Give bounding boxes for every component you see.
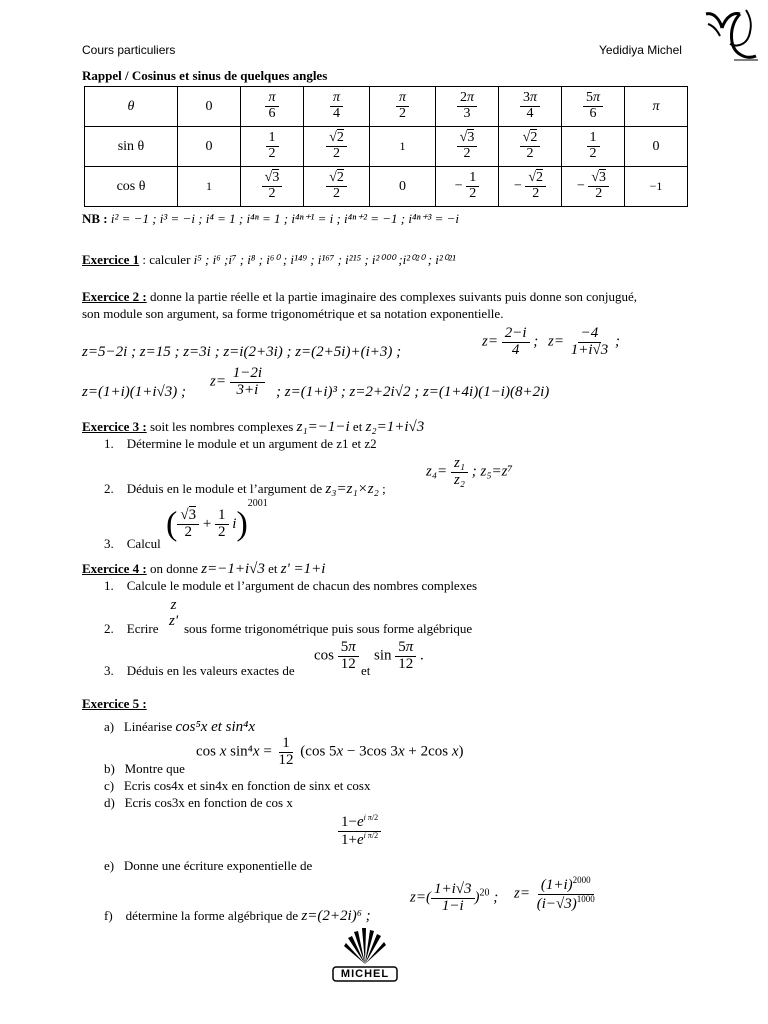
ex3-z4: z₄= $\frac{\text{z₁}}{\text{z₂}}$ ; z₅=z⁷ [426,455,513,488]
ex2-title: Exercice 2 : [82,289,147,304]
ex5-eq-b: cos x sin⁴x = $\frac{1}{12}$ (cos 5x − 3cos 3x + 2cos x) [196,735,464,768]
cell-cos-label: cos θ [85,167,178,207]
cell: 0 [370,167,436,207]
nb-text: i² = −1 ; i³ = −i ; i⁴ = 1 ; i⁴ⁿ = 1 ; i⁴ⁿ⁺¹ = i ; i⁴ⁿ⁺² = −1 ; i⁴ⁿ⁺³ = −i [110,211,460,226]
cell: − $\frac{√3}{2}$ [562,167,625,207]
ex4-zp: z' =1+i [280,561,326,577]
ex4-et2: et [361,663,371,678]
ex3-title: Exercice 3 : [82,419,147,434]
ex4-z: z=−1+i√3 [201,561,265,577]
list-item: c) Ecris cos4x et sin4x en fonction de sinx et cosx [104,778,371,793]
cell-theta-label: θ [85,87,178,127]
list-item: 3. Calcul [104,536,161,551]
list-item: d) Ecris cos3x en fonction de cos x [104,795,293,810]
ex2-eqs2: z=(1+i)(1+i√3) ; [82,384,186,400]
ex2-line2: son module son argument, sa forme trigonométrique et sa notation exponentielle. [82,306,504,321]
ex3-calc-expr: ( $\frac{√3}{2}$ + $\frac{1}{2}$ i)$^{2001}$ [166,498,268,543]
ex3-et: et [352,419,363,434]
ex1-title: Exercice 1 [82,252,140,267]
ex4-sin: sin $\frac{5\pi}{12}$ . [374,639,424,672]
cell: $\frac{\pi}{4}$ [304,87,370,127]
cell: 0 [625,127,688,167]
table-row-sin [85,127,688,167]
ex4-title: Exercice 4 : [82,561,147,576]
ex4-item2-tail: sous forme trigonométrique puis sous forme algébrique [184,621,473,636]
cell: $\frac{\pi}{6}$ [241,87,304,127]
cell: $\frac{2\pi}{3}$ [436,87,499,127]
cell: 0 [178,87,241,127]
list-item: 2. Ecrire [104,621,159,636]
cell: $\frac{√3}{2}$ [436,127,499,167]
cell: $\frac{\pi}{2}$ [370,87,436,127]
header-right: Yedidiya Michel [599,43,682,57]
ex4-cos: cos $\frac{5\pi}{12}$ [314,640,359,673]
ex2-frac3: z= $\frac{1-2i}{3+i}$ [210,366,265,399]
list-item: 1. Détermine le module et un argument de z1 et z2 [104,436,377,451]
nb-label: NB : [82,211,108,226]
ex5-f3: z= $\frac{(1+i)^{2000}}{(i-√3)^{1000}}$ [514,875,595,912]
cell: $\frac{3\pi}{4}$ [499,87,562,127]
ex4-frac: z z' [169,597,179,629]
cell: 0 [178,127,241,167]
list-item: a) Linéarise cos⁵x et sin⁴x [104,719,256,735]
ex2-eqs3: ; z=(1+i)³ ; z=2+2i√2 ; z=(1+4i)(1−i)(8+2i) [276,384,550,400]
list-item: e) Donne une écriture exponentielle de [104,858,313,873]
list-item: 2. Déduis en le module et l’argument de z₃=z₁×z₂ ; [104,481,386,497]
ex5-title: Exercice 5 : [82,696,147,711]
ex2-eqs1: z=5−2i ; z=15 ; z=3i ; z=i(2+3i) ; z=(2+5i)+(i+3) ; [82,344,402,360]
cell: −1 [625,167,688,207]
logo-text: MICHEL [340,968,390,980]
trig-table [84,86,688,207]
ex4-et: et [268,561,278,576]
header-left: Cours particuliers [82,43,176,57]
cell: − $\frac{1}{2}$ [436,167,499,207]
ex3-z2: z₂=1+i√3 [365,419,425,435]
cell: 1 [370,127,436,167]
cell: − $\frac{√2}{2}$ [499,167,562,207]
ex2-line1: donne la partie réelle et la partie imaginaire des complexes suivants puis donne son conjugué, [146,289,637,304]
cell: $\frac{√2}{2}$ [304,127,370,167]
cell: $\frac{√2}{2}$ [304,167,370,207]
cell: $\frac{√3}{2}$ [241,167,304,207]
ex2-frac2: z= $\frac{-4}{1+i√3}$ ; [548,325,620,358]
cell: $\frac{1}{2}$ [562,127,625,167]
ex1-powers: i⁵ ; i⁶ ;i⁷ ; i⁸ ; i⁶⁰ ; i¹⁴⁹ ; i¹⁶⁷ ; i²¹⁵ ; i²⁰⁰⁰ ;i²⁰²⁰ ; i²⁰²¹ [193,252,456,267]
cell: $\frac{1}{2}$ [241,127,304,167]
ex3-z1: z₁=−1−i [296,419,350,435]
table-row-theta [85,87,688,127]
cell: $\frac{5\pi}{6}$ [562,87,625,127]
list-item: 1. Calcule le module et l’argument de chacun des nombres complexes [104,578,478,593]
signature-logo-icon [700,6,762,66]
list-item: 3. Déduis en les valeurs exactes de [104,663,295,678]
ex4-text: on donne [146,561,202,576]
list-item: b) Montre que [104,761,185,776]
ex5-f2: z=( $\frac{1+i√3}{1-i}$ )$^{20}$ ; [410,881,499,914]
ex5-frac-e: $\frac{1-e^{i \pi/2}}{1+e^{i \pi/2}}$ [338,814,381,849]
michel-logo [330,924,400,984]
list-item: f) détermine la forme algébrique de z=(2+2i)⁶ ; [104,908,371,924]
ex1-text: : calculer [139,252,194,267]
ex3-text: soit les nombres complexes [146,419,297,434]
cell: π [625,87,688,127]
cell-sin-label: sin θ [85,127,178,167]
rappel-title: Rappel / Cosinus et sinus de quelques angles [82,68,328,83]
cell: 1 [178,167,241,207]
ex2-frac1: z= $\frac{2-i}{4}$ ; [482,325,539,358]
table-row-cos [85,167,688,207]
cell: $\frac{√2}{2}$ [499,127,562,167]
